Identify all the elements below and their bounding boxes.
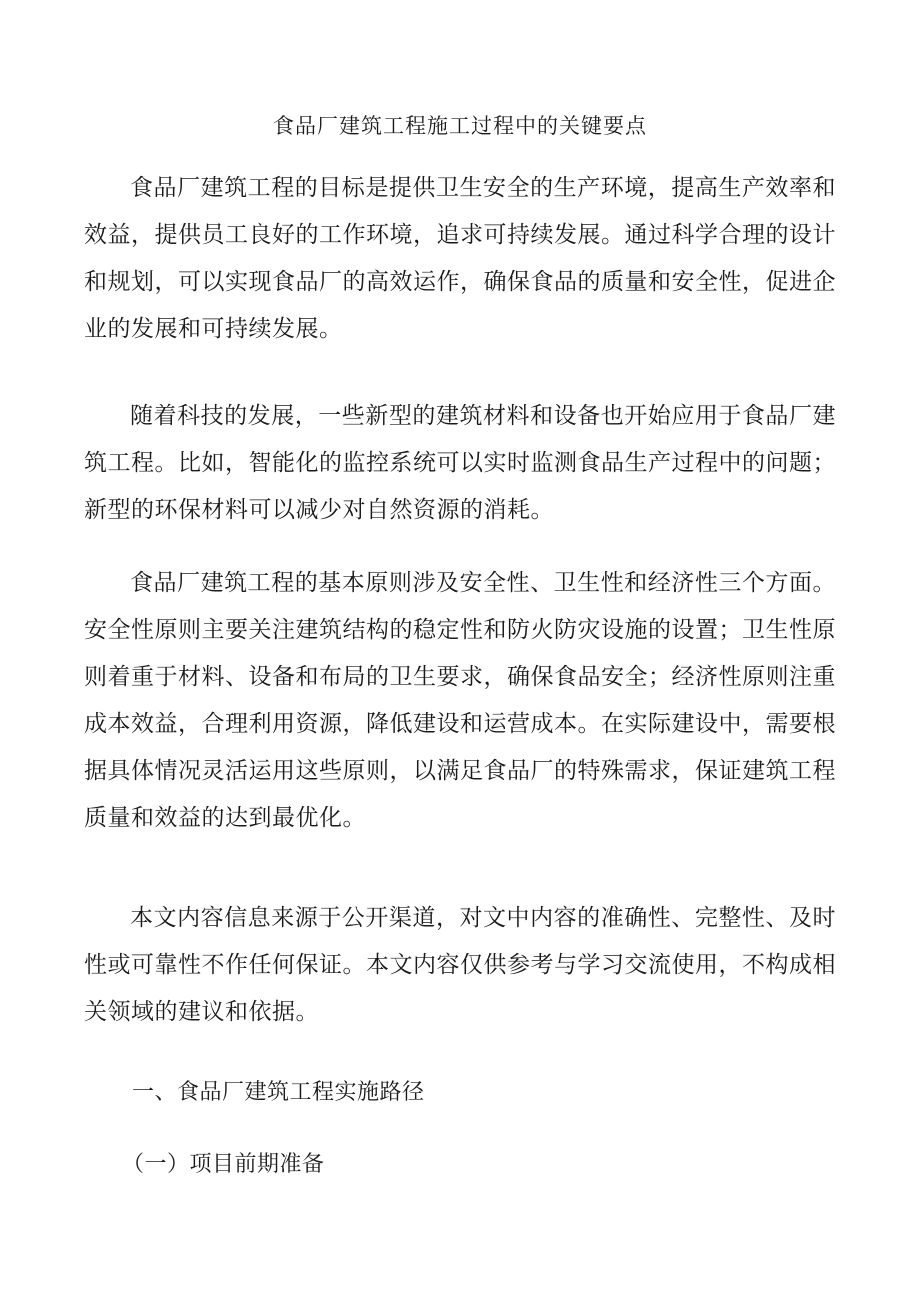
- paragraph-principles: 食品厂建筑工程的基本原则涉及安全性、卫生性和经济性三个方面。安全性原则主要关注建筑结构的稳定性和防火防灾设施的设置；卫生性原则着重于材料、设备和布局的卫生要求，确保食品安全；经济性原则注重成本效益，合理利用资源，降低建设和运营成本。在实际建设中，需要根据具体情况灵活运用这些原则，以满足食品厂的特殊需求，保证建筑工程质量和效益的达到最优化。: [84, 570, 836, 831]
- section-heading: 一、食品厂建筑工程实施路径: [132, 1080, 425, 1105]
- subsection-heading: （一）项目前期准备: [122, 1152, 325, 1177]
- paragraph-goals: 食品厂建筑工程的目标是提供卫生安全的生产环境，提高生产效率和效益，提供员工良好的工作环境，追求可持续发展。通过科学合理的设计和规划，可以实现食品厂的高效运作，确保食品的质量和安全性，促进企业的发展和可持续发展。: [84, 175, 836, 342]
- paragraph-technology: 随着科技的发展，一些新型的建筑材料和设备也开始应用于食品厂建筑工程。比如，智能化的监控系统可以实时监测食品生产过程中的问题；新型的环保材料可以减少对自然资源的消耗。: [84, 403, 836, 523]
- document-title: 食品厂建筑工程施工过程中的关键要点: [273, 114, 647, 138]
- paragraph-disclaimer: 本文内容信息来源于公开渠道，对文中内容的准确性、完整性、及时性或可靠性不作任何保证。本文内容仅供参考与学习交流使用，不构成相关领域的建议和依据。: [84, 905, 836, 1025]
